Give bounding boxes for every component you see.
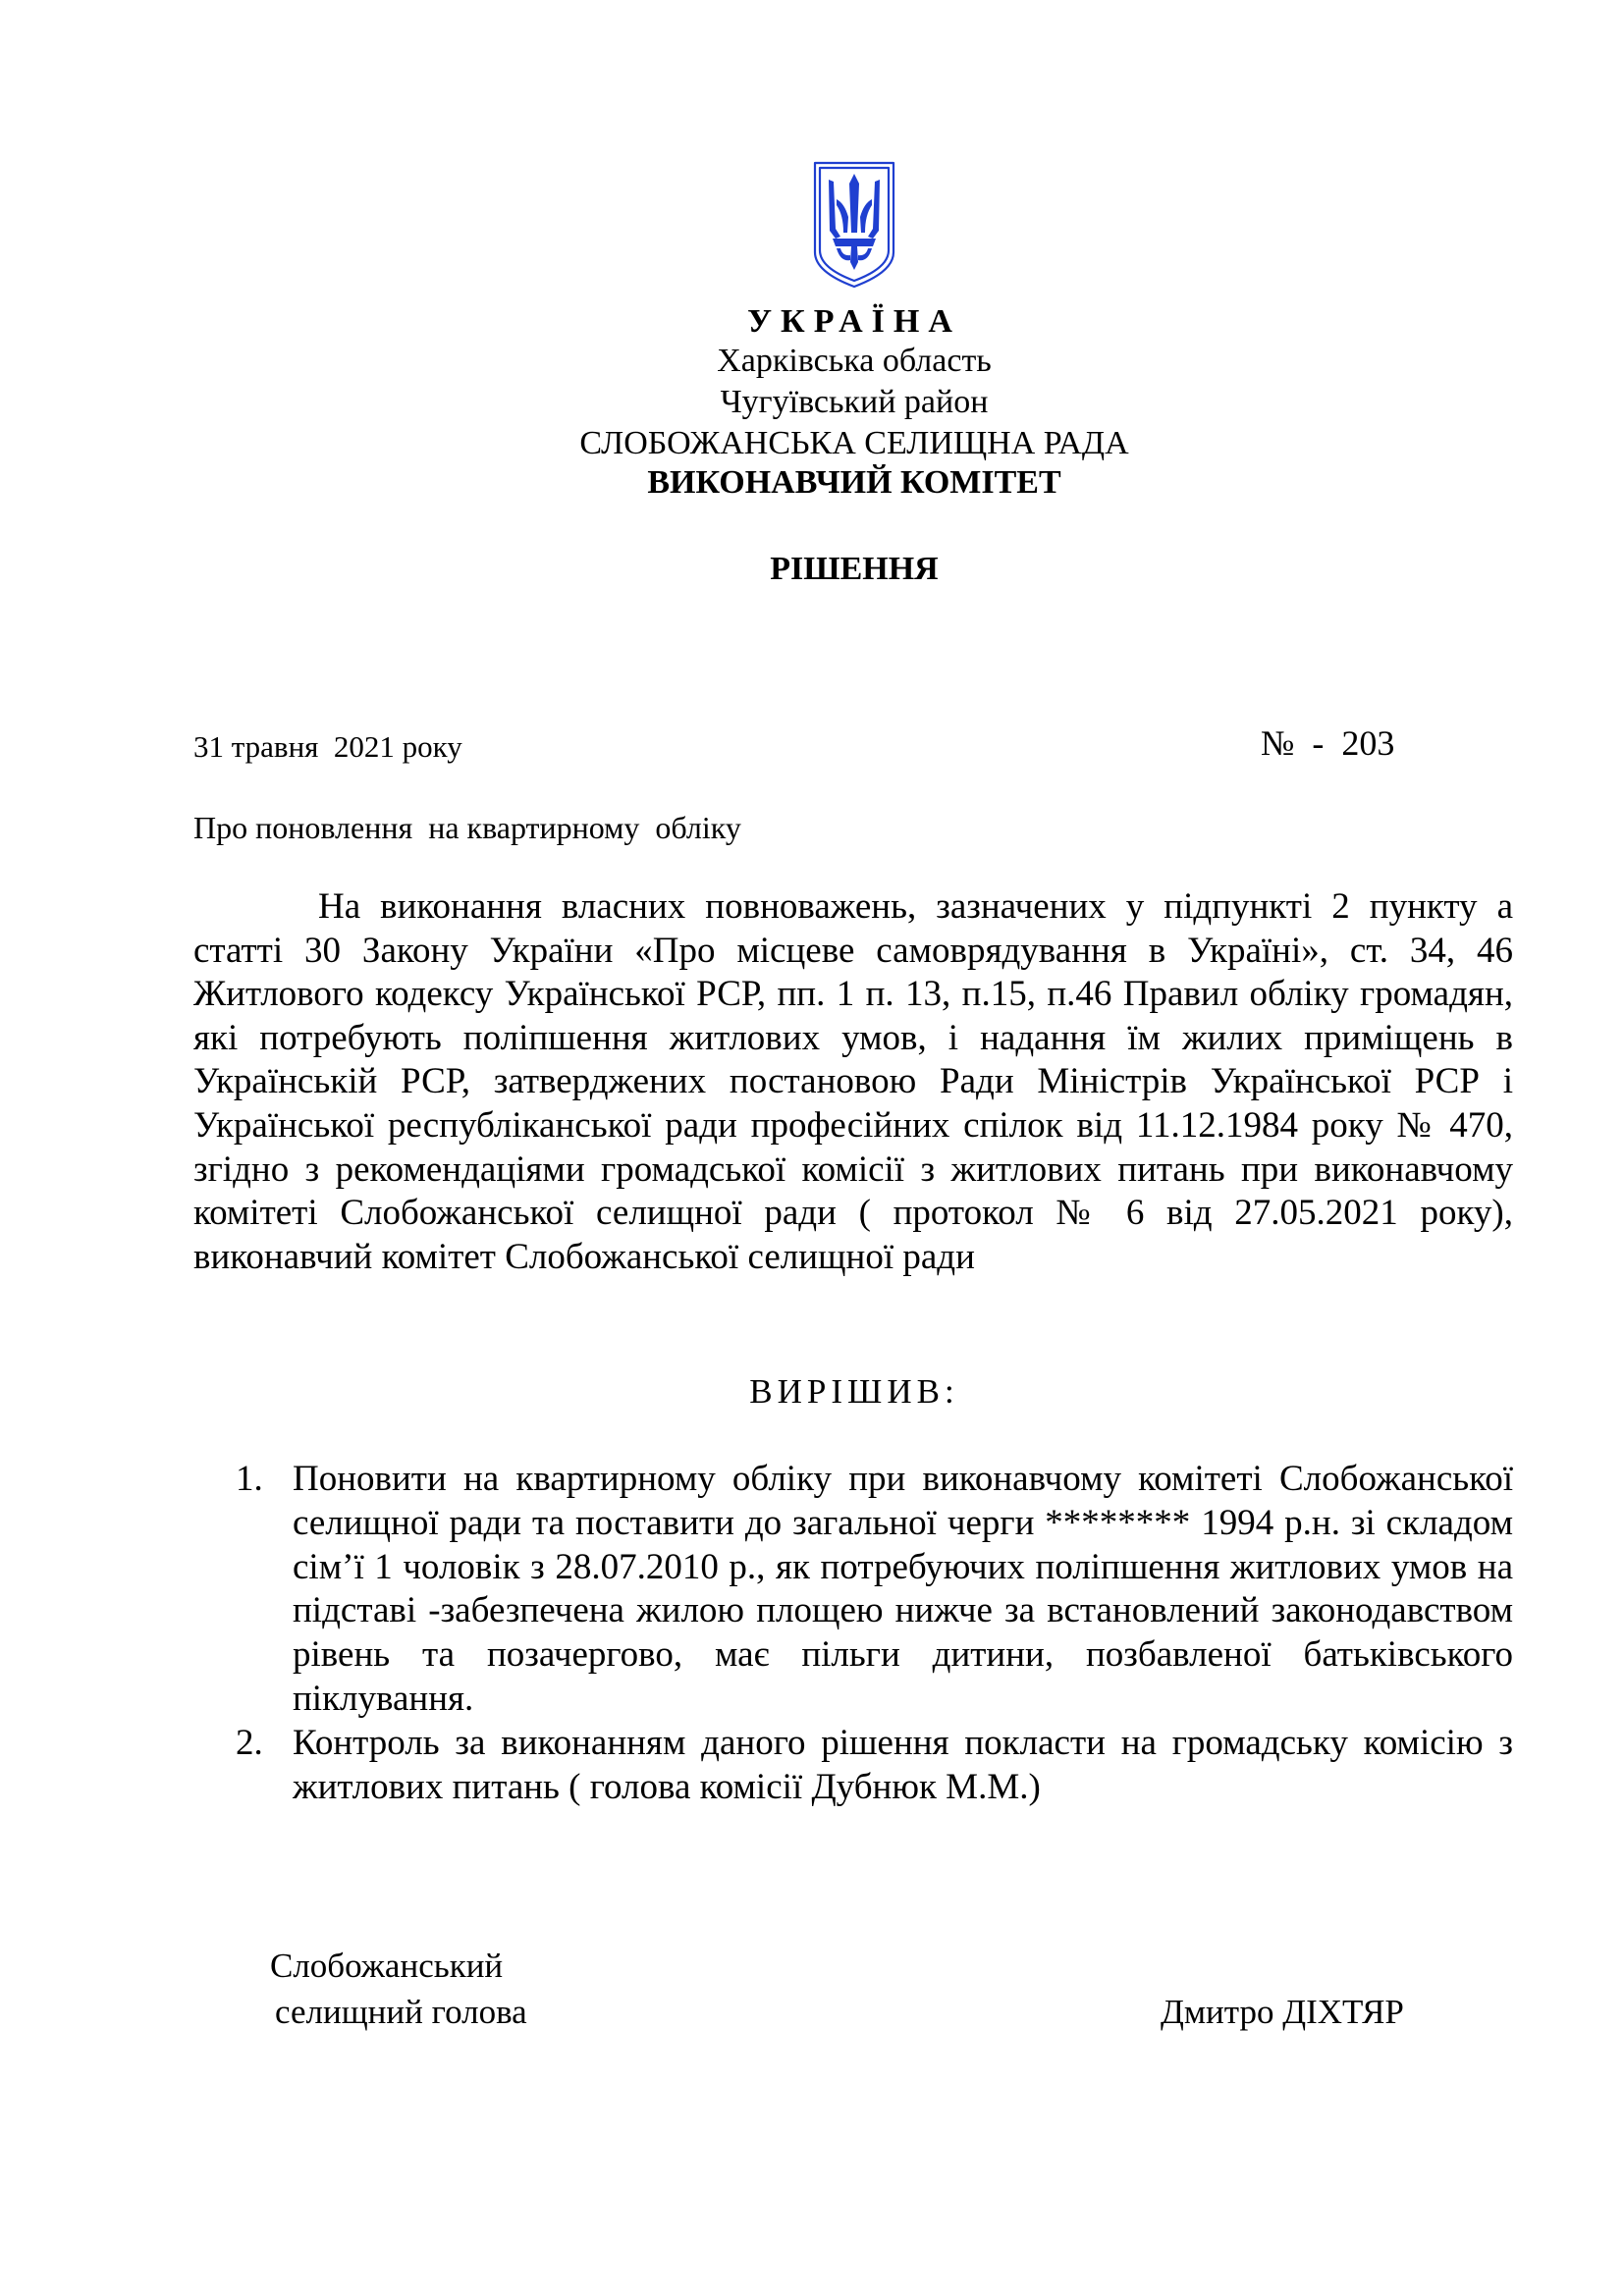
item-text: Поновити на квартирному обліку при виконавчому комітеті Слобожанської селищної ради та поставити до загальної черги ******** 1994 р.н. зі складом сім’ї 1 чоловік з 28.07.2010 р., як потребуючих поліпшення житлових умов на підставі -забезпечена жилою площею нижче за встановлений законодавством рівень та позачергово, має пільги дитини, позбавленої батьківського піклування. [293, 1459, 1513, 1719]
signatory-position-line2: селищний голова [275, 1993, 527, 2031]
trident-coat-of-arms-icon [811, 160, 897, 290]
country-title: УКРАЇНА [747, 303, 961, 340]
resolution-list [236, 1458, 1513, 1809]
item-number: 1. [236, 1459, 263, 1499]
item-number: 2. [236, 1722, 263, 1763]
signatory-name: Дмитро ДІХТЯР [1161, 1993, 1404, 2031]
preamble-paragraph: На виконання власних повноважень, зазначених у підпункті 2 пункту а статті 30 Закону України «Про місцеве самоврядування в Україні», ст. 34, 46 Житлового кодексу Української РСР, пп. 1 п. 13, п.15, п.46 Правил обліку громадян, які потребують поліпшення житлових умов, і надання їм жилих приміщень в Українській РСР, затверджених постановою Ради Міністрів Української РСР і Української республіканської ради професійних спілок від 11.12.1984 року № 470, згідно з рекомендаціями громадської комісії з житлових питань при виконавчому комітеті Слобожанської селищної ради ( протокол № 6 від 27.05.2021 року), виконавчий комітет Слобожанської селищної ради [193, 886, 1513, 1277]
document-type-title: РІШЕННЯ [770, 551, 939, 587]
item-text: Контроль за виконанням даного рішення покласти на громадську комісію з житлових питань ( голова комісії Дубнюк М.М.) [293, 1722, 1513, 1807]
resolution-item-2 [236, 1722, 1513, 1810]
signatory-position-line1: Слобожанський [270, 1947, 504, 1985]
resolution-item-1 [236, 1458, 1513, 1722]
raion-line: Чугуївський район [720, 384, 989, 420]
decision-number: № - 203 [1261, 723, 1395, 763]
decision-date: 31 травня 2021 року [193, 729, 462, 764]
council-name: СЛОБОЖАНСЬКА СЕЛИЩНА РАДА [579, 425, 1129, 461]
committee-name: ВИКОНАВЧИЙ КОМІТЕТ [647, 464, 1061, 501]
decision-subject: Про поновлення на квартирному обліку [193, 810, 741, 845]
oblast-line: Харківська область [717, 343, 992, 379]
decided-heading: ВИРІШИВ: [749, 1372, 959, 1411]
